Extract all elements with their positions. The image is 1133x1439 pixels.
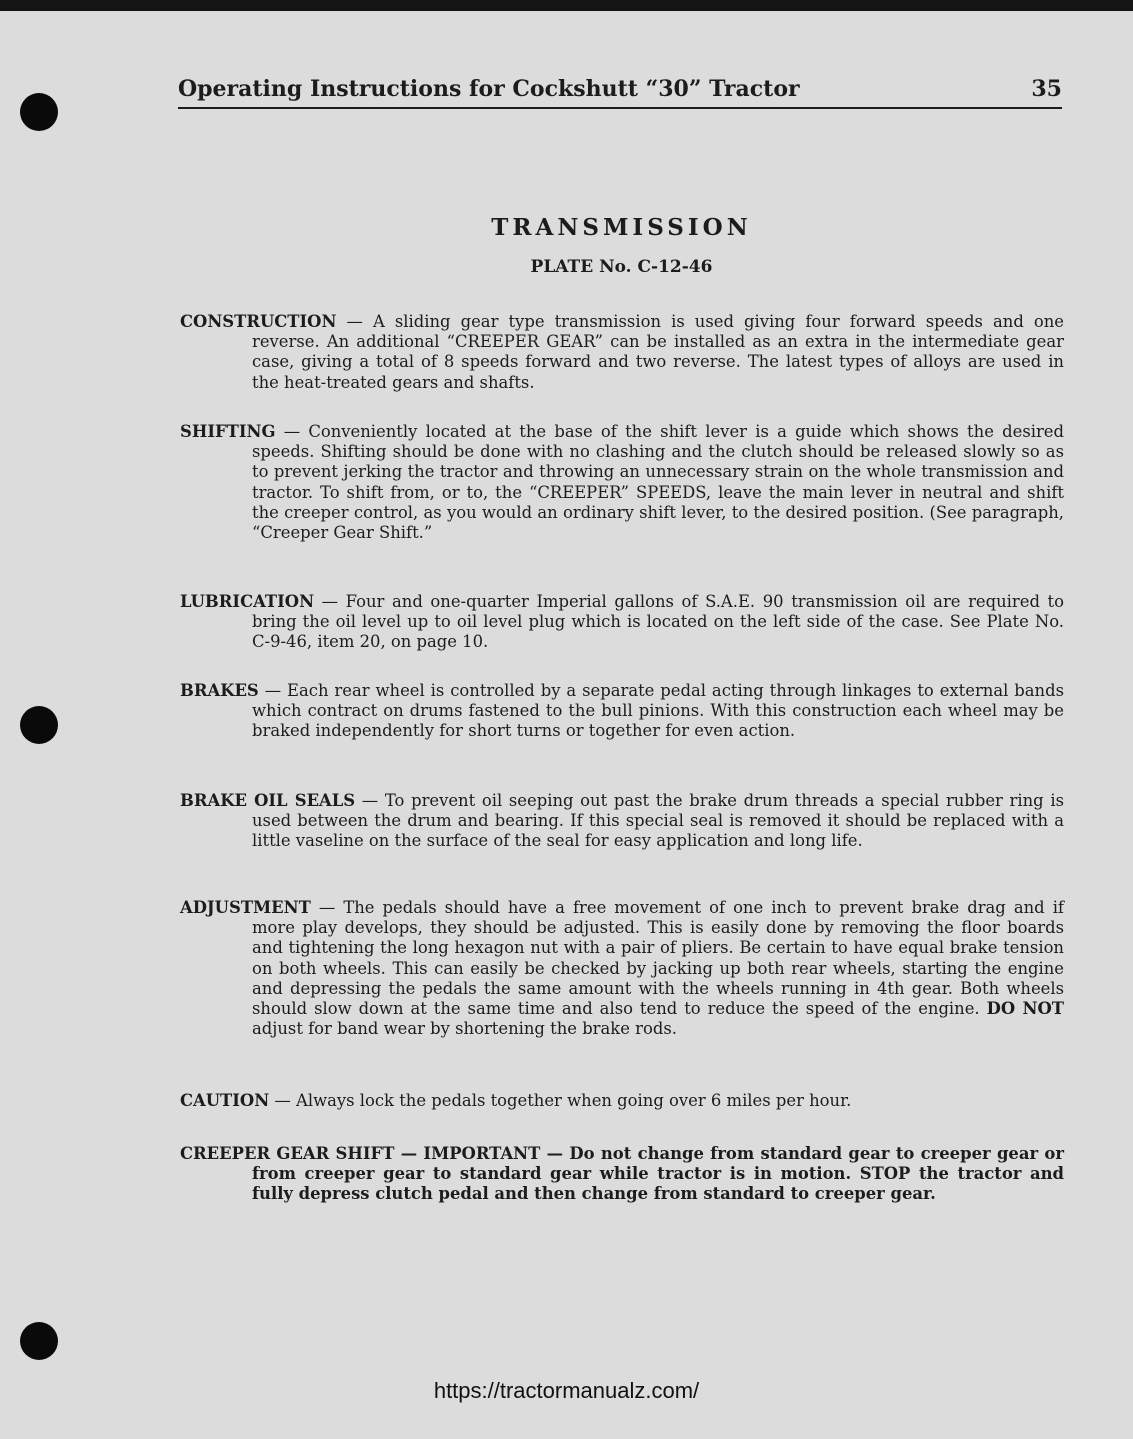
section-heading: CAUTION <box>180 1091 270 1110</box>
binder-hole <box>20 706 58 744</box>
section-separator: — <box>310 898 344 917</box>
section-separator: — <box>269 1091 296 1110</box>
section-caution <box>180 1091 1064 1111</box>
section-text: The pedals should have a free movement of one inch to prevent brake drag and if more play develops, they should be adjusted. This is easily done by removing the floor boards and tightening the long hexagon nut with a pair of pliers. Be certain to have equal brake tension on both wheels. This can easily be checked by jacking up both rear wheels, starting the engine and depressing the pedals the same amount with the wheels running in 4th gear. Both wheels should slow down at the same time and also tend to reduce the speed of the engine. <box>252 898 1065 1019</box>
section-text-after: adjust for band wear by shortening the brake rods. <box>252 1019 677 1039</box>
section-text: Each rear wheel is controlled by a separate pedal acting through linkages to external bands which contract on drums fastened to the bull pinions. With this construction each wheel may be braked independently for short turns or together for even action. <box>252 681 1064 741</box>
header-title: Operating Instructions for Cockshutt “30” Tractor <box>178 76 800 102</box>
page-number: 35 <box>1031 76 1062 102</box>
section-heading: BRAKES <box>180 681 259 700</box>
section-lubrication <box>180 592 1064 653</box>
section-shifting <box>180 422 1064 543</box>
section-text: To prevent oil seeping out past the brake drum threads a special rubber ring is used between the drum and bearing. If this special seal is removed it should be replaced with a little vaseline on the surface of the seal for easy application and long life. <box>252 791 1064 851</box>
plate-reference: PLATE No. C-12-46 <box>530 257 713 277</box>
section-text: Do not change from standard gear to creeper gear or from creeper gear to standard gear while tractor is in motion. STOP the tractor and fully depress clutch pedal and then change from standard to creeper gear. <box>252 1144 1064 1204</box>
section-heading: BRAKE OIL SEALS <box>180 791 356 810</box>
section-separator: — <box>540 1144 570 1163</box>
section-heading: LUBRICATION <box>180 592 315 611</box>
section-heading: SHIFTING <box>180 422 276 441</box>
section-text: Always lock the pedals together when going over 6 miles per hour. <box>296 1091 852 1110</box>
binder-hole <box>20 1322 58 1360</box>
section-emphasis: DO NOT <box>986 999 1064 1019</box>
scan-top-edge <box>0 0 1133 11</box>
section-creeper-gear-shift <box>180 1144 1064 1205</box>
section-separator: — <box>275 422 309 441</box>
section-text: Four and one-quarter Imperial gallons of S.A.E. 90 transmission oil are required to bring the oil level up to oil level plug which is located on the left side of the case. See Plate No. C-9-46, item 20, on page 10. <box>252 592 1065 652</box>
footer-url: https://tractormanualz.com/ <box>433 1378 700 1403</box>
section-separator: — <box>258 681 288 700</box>
section-separator: — <box>355 791 385 810</box>
section-construction <box>180 312 1064 393</box>
page-title: TRANSMISSION <box>491 214 752 241</box>
binder-hole <box>20 93 58 131</box>
section-brakes <box>180 681 1064 742</box>
section-text: A sliding gear type transmission is used giving four forward speeds and one reverse. An additional “CREEPER GEAR” can be installed as an extra in the intermediate gear case, giving a total of 8 speeds forward and two reverse. The latest types of alloys are used in the heat-treated gears and shafts. <box>252 312 1064 392</box>
section-separator: — <box>336 312 373 331</box>
section-separator: — <box>314 592 346 611</box>
section-brake-oil-seals <box>180 791 1064 852</box>
section-heading: CREEPER GEAR SHIFT — IMPORTANT <box>180 1144 541 1163</box>
page-header <box>178 76 1062 109</box>
section-heading: ADJUSTMENT <box>180 898 311 917</box>
section-adjustment <box>180 898 1064 1039</box>
section-text: Conveniently located at the base of the shift lever is a guide which shows the desired speeds. Shifting should be done with no clashing and the clutch should be released slowly so as to prevent jerking the tractor and throwing an unnecessary strain on the whole transmission and tractor. To shift from, or to, the “CREEPER” SPEEDS, leave the main lever in neutral and shift the creeper control, as you would an ordinary shift lever, to the desired position. (See paragraph, “Creeper Gear Shift.” <box>252 422 1065 543</box>
section-heading: CONSTRUCTION <box>180 312 337 331</box>
